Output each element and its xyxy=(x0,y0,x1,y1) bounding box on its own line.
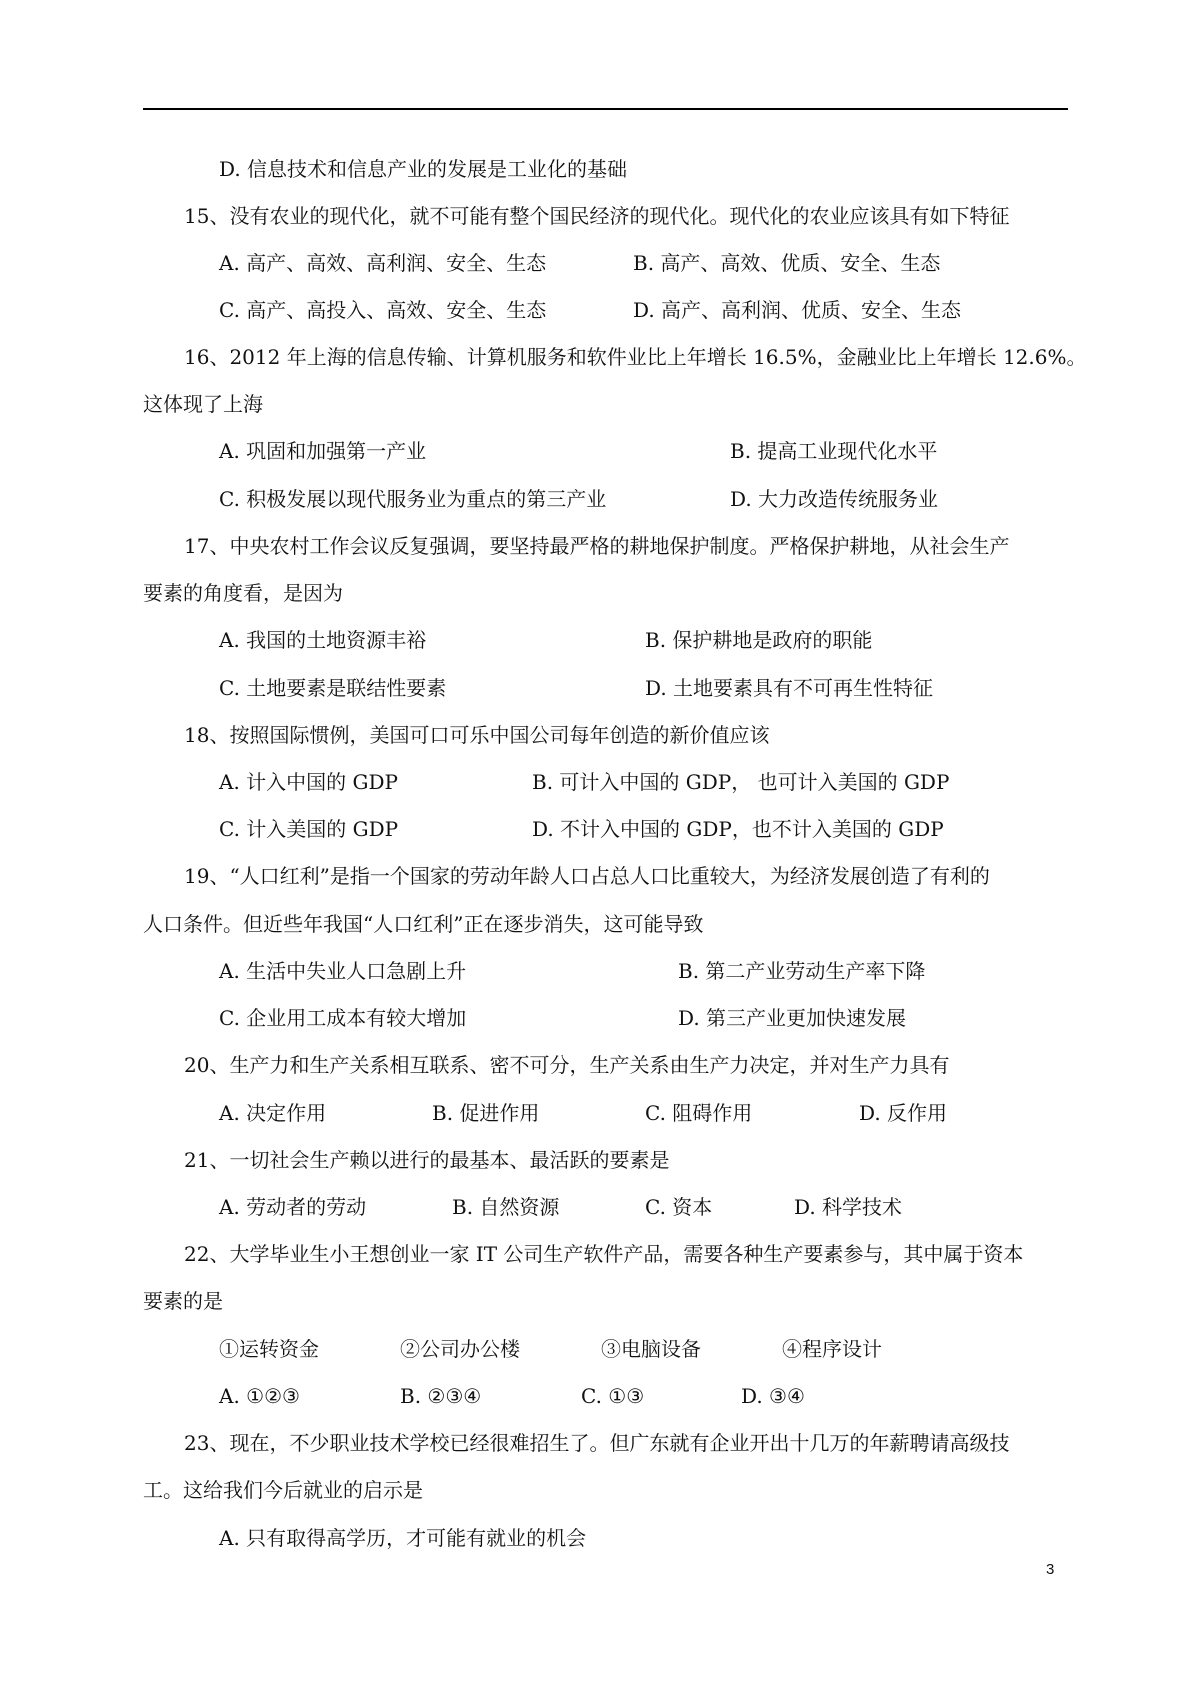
question-17: 17、中央农村工作会议反复强调，要坚持最严格的耕地保护制度。严格保护耕地，从社会生产 xyxy=(184,534,1010,558)
option-18-d: D. 不计入中国的 GDP，也不计入美国的 GDP xyxy=(532,817,944,841)
option-20-c: C. 阻碍作用 xyxy=(645,1101,753,1125)
question-16-line-2: 这体现了上海 xyxy=(143,392,263,416)
option-20-d: D. 反作用 xyxy=(859,1101,948,1125)
option-16-b: B. 提高工业现代化水平 xyxy=(730,439,938,463)
option-22-item-1: ①运转资金 xyxy=(219,1337,319,1361)
option-16-d: D. 大力改造传统服务业 xyxy=(730,487,939,511)
question-21: 21、一切社会生产赖以进行的最基本、最活跃的要素是 xyxy=(184,1148,670,1172)
option-21-a: A. 劳动者的劳动 xyxy=(219,1195,367,1219)
question-15: 15、没有农业的现代化，就不可能有整个国民经济的现代化。现代化的农业应该具有如下特征 xyxy=(184,204,1010,228)
option-22-b: B. ②③④ xyxy=(400,1384,482,1408)
option-22-c: C. ①③ xyxy=(581,1384,645,1408)
option-22-item-3: ③电脑设备 xyxy=(601,1337,701,1361)
question-19: 19、“人口红利”是指一个国家的劳动年龄人口占总人口比重较大，为经济发展创造了有利的 xyxy=(184,864,990,888)
question-16: 16、2012 年上海的信息传输、计算机服务和软件业比上年增长 16.5%，金融业比上年增长 12.6%。 xyxy=(184,345,1087,369)
option-17-b: B. 保护耕地是政府的职能 xyxy=(645,628,873,652)
header-rule xyxy=(143,108,1068,110)
option-20-a: A. 决定作用 xyxy=(219,1101,327,1125)
option-20-b: B. 促进作用 xyxy=(432,1101,540,1125)
question-20: 20、生产力和生产关系相互联系、密不可分，生产关系由生产力决定，并对生产力具有 xyxy=(184,1053,950,1077)
option-22-item-4: ④程序设计 xyxy=(782,1337,882,1361)
question-17-line-2: 要素的角度看，是因为 xyxy=(143,581,343,605)
option-21-b: B. 自然资源 xyxy=(452,1195,560,1219)
option-16-c: C. 积极发展以现代服务业为重点的第三产业 xyxy=(219,487,607,511)
option-15-b: B. 高产、高效、优质、安全、生态 xyxy=(633,251,941,275)
option-19-c: C. 企业用工成本有较大增加 xyxy=(219,1006,467,1030)
option-22-item-2: ②公司办公楼 xyxy=(400,1337,520,1361)
question-23-line-2: 工。这给我们今后就业的启示是 xyxy=(143,1478,423,1502)
option-22-d: D. ③④ xyxy=(741,1384,805,1408)
option-18-c: C. 计入美国的 GDP xyxy=(219,817,399,841)
option-19-b: B. 第二产业劳动生产率下降 xyxy=(678,959,926,983)
question-18: 18、按照国际惯例，美国可口可乐中国公司每年创造的新价值应该 xyxy=(184,723,770,747)
option-14-d: D. 信息技术和信息产业的发展是工业化的基础 xyxy=(219,157,628,181)
option-21-c: C. 资本 xyxy=(645,1195,713,1219)
question-23: 23、现在，不少职业技术学校已经很难招生了。但广东就有企业开出十几万的年薪聘请高级技 xyxy=(184,1431,1010,1455)
option-23-a: A. 只有取得高学历，才可能有就业的机会 xyxy=(219,1526,587,1550)
option-17-a: A. 我国的土地资源丰裕 xyxy=(219,628,427,652)
option-15-d: D. 高产、高利润、优质、安全、生态 xyxy=(633,298,962,322)
question-22-line-2: 要素的是 xyxy=(143,1289,223,1313)
option-17-d: D. 土地要素具有不可再生性特征 xyxy=(645,676,934,700)
option-15-a: A. 高产、高效、高利润、安全、生态 xyxy=(219,251,547,275)
option-19-a: A. 生活中失业人口急剧上升 xyxy=(219,959,467,983)
option-16-a: A. 巩固和加强第一产业 xyxy=(219,439,427,463)
question-22: 22、大学毕业生小王想创业一家 IT 公司生产软件产品，需要各种生产要素参与，其中属于资本 xyxy=(184,1242,1024,1266)
page-number: 3 xyxy=(1046,1561,1055,1578)
option-17-c: C. 土地要素是联结性要素 xyxy=(219,676,447,700)
option-15-c: C. 高产、高投入、高效、安全、生态 xyxy=(219,298,547,322)
option-21-d: D. 科学技术 xyxy=(794,1195,903,1219)
option-19-d: D. 第三产业更加快速发展 xyxy=(678,1006,907,1030)
question-19-line-2: 人口条件。但近些年我国“人口红利”正在逐步消失，这可能导致 xyxy=(143,912,704,936)
option-18-b: B. 可计入中国的 GDP， 也可计入美国的 GDP xyxy=(532,770,950,794)
option-18-a: A. 计入中国的 GDP xyxy=(219,770,398,794)
option-22-a: A. ①②③ xyxy=(219,1384,300,1408)
